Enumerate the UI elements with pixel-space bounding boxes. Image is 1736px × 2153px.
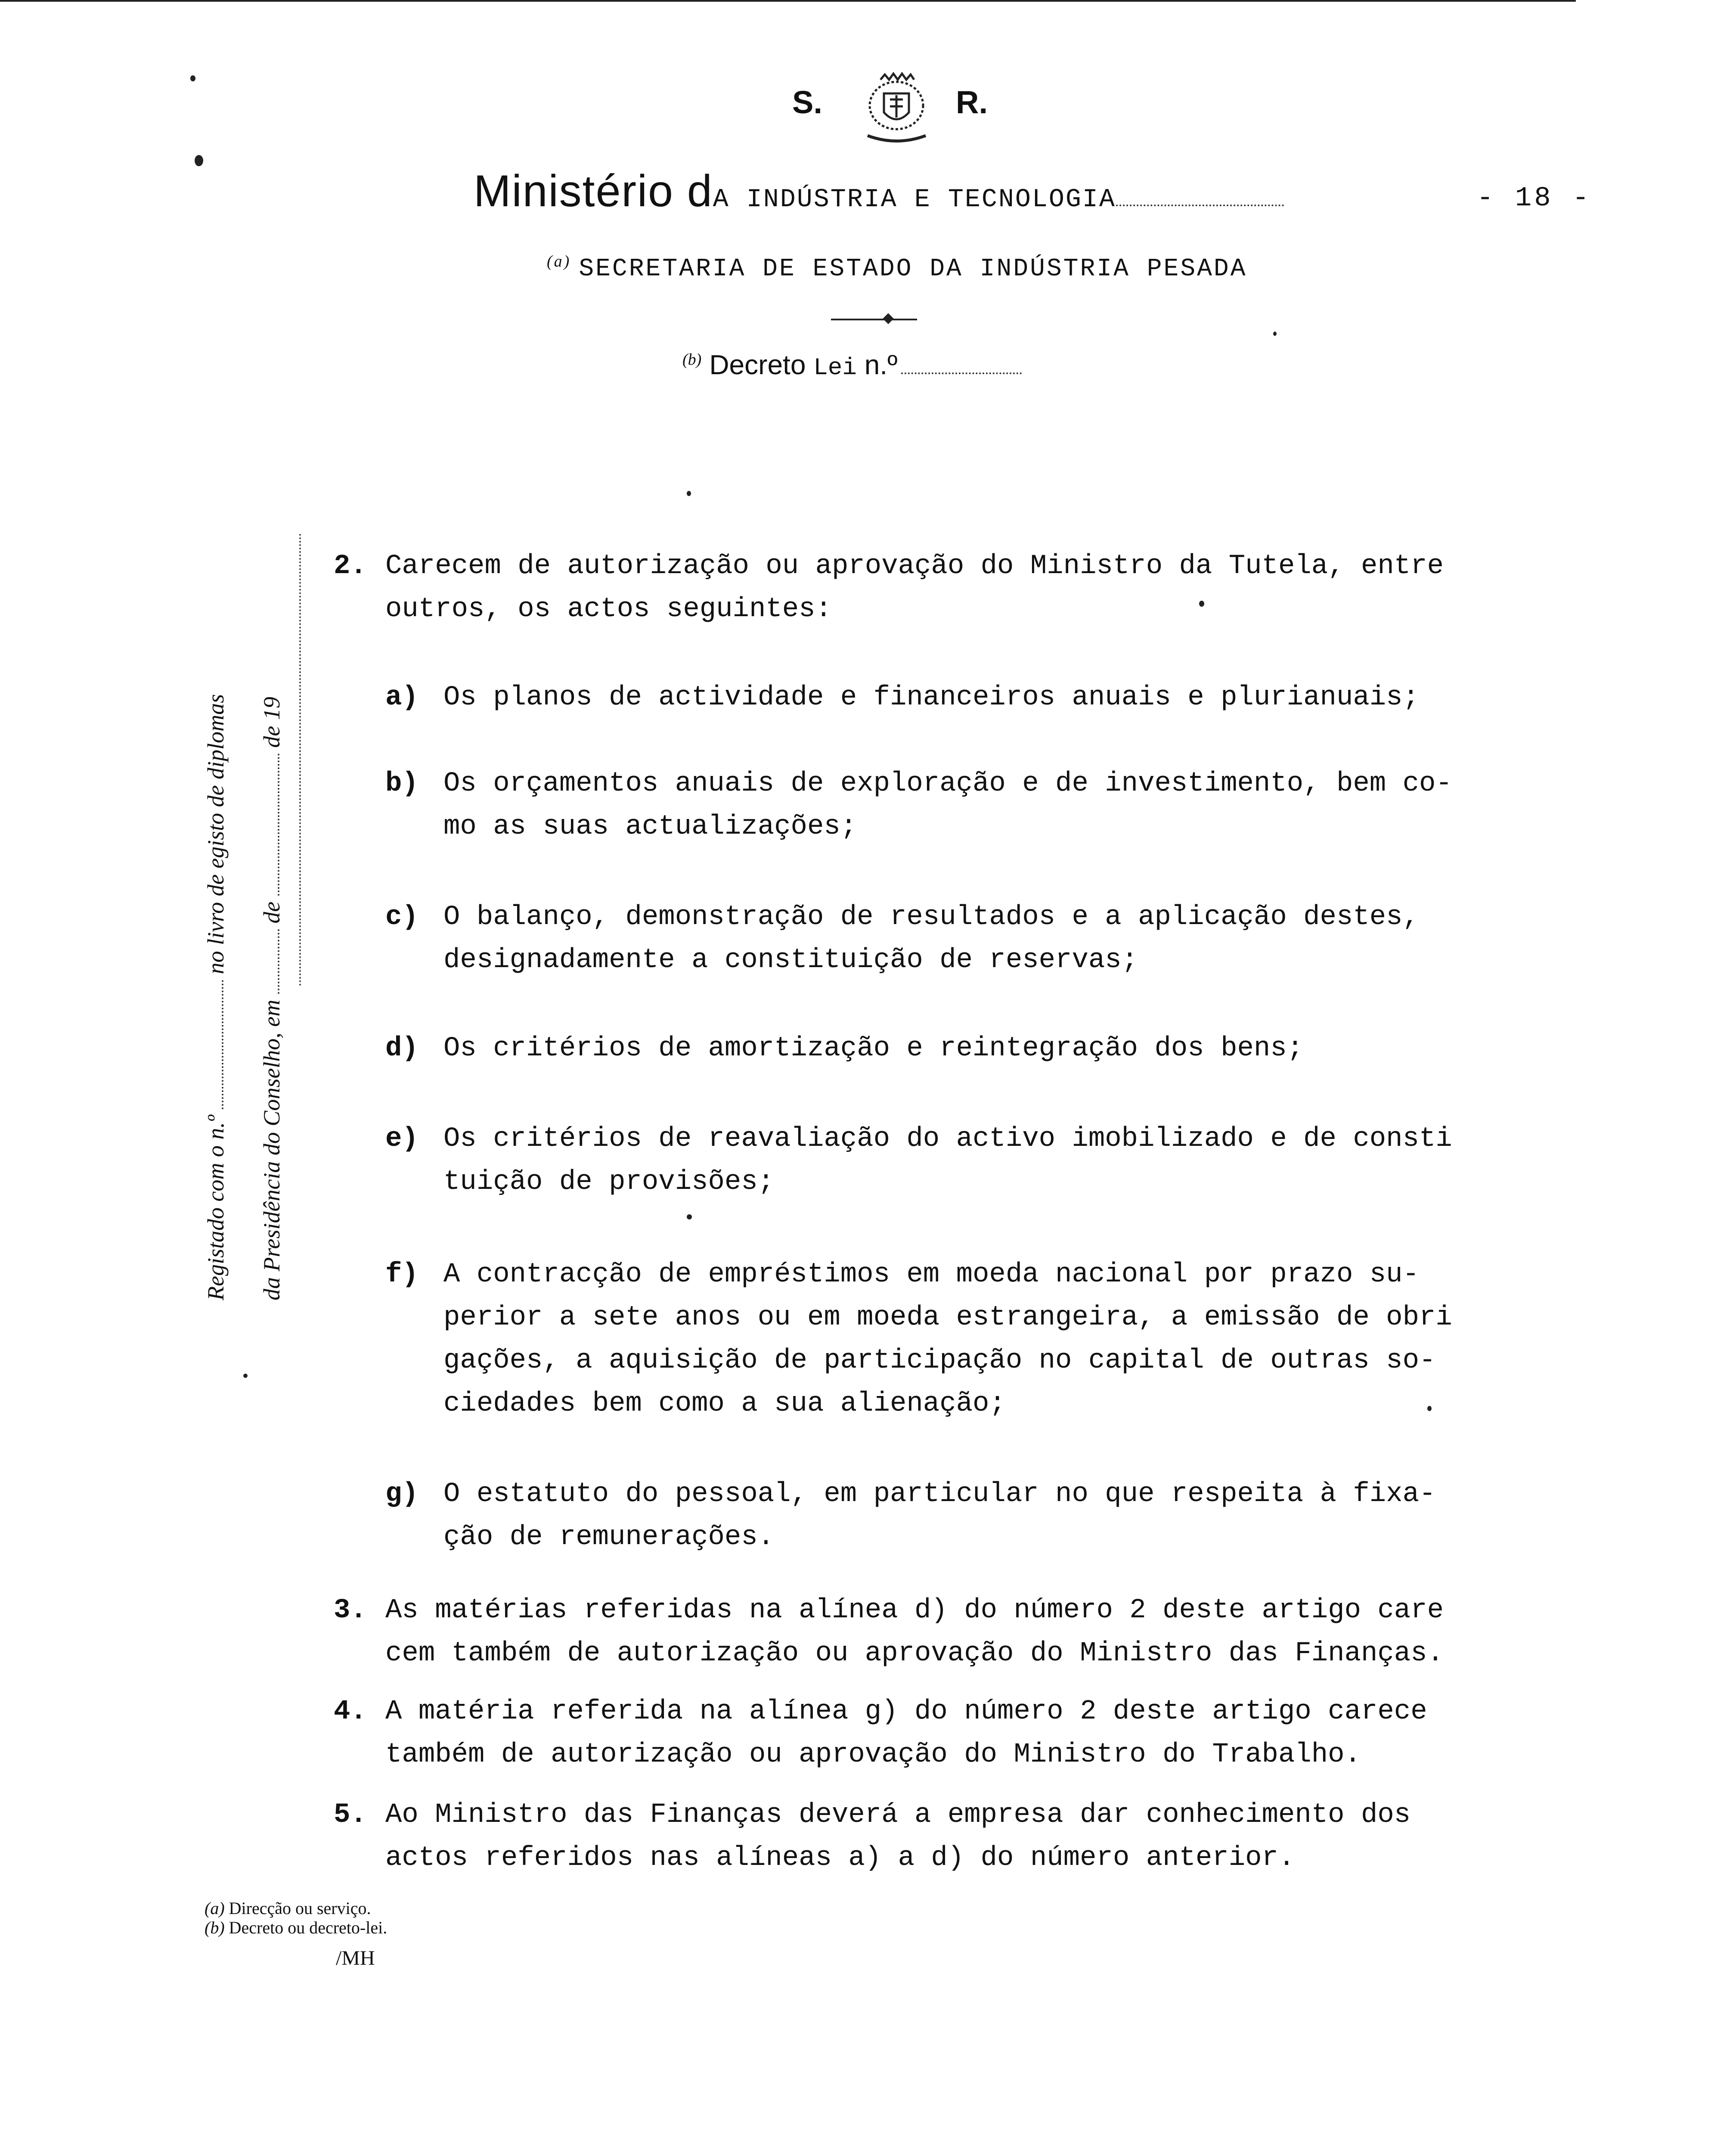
item-f-label: f) xyxy=(385,1259,418,1290)
item-f-line1: A contracção de empréstimos em moeda nacional por prazo su- xyxy=(443,1259,1419,1290)
p5-line1: Ao Ministro das Finanças deverá a empresa dar conhecimento dos xyxy=(385,1799,1411,1830)
item-f-line3: gações, a aquisição de participação no capital de outras so- xyxy=(443,1345,1436,1376)
item-g-label: g) xyxy=(385,1479,418,1510)
decreto-marker: (b) xyxy=(682,350,702,369)
scan-speck xyxy=(195,155,203,166)
decreto-label: Decreto xyxy=(709,349,806,380)
item-a-label: a) xyxy=(385,682,418,713)
item-d-line1: Os critérios de amortização e reintegração dos bens; xyxy=(443,1033,1304,1064)
scan-speck xyxy=(687,491,691,496)
scan-speck xyxy=(687,1214,692,1219)
scan-speck xyxy=(1273,332,1277,336)
header-divider xyxy=(831,319,917,320)
footnote-b xyxy=(205,1918,387,1937)
item-b-line2: mo as suas actualizações; xyxy=(443,811,857,842)
top-border-line xyxy=(0,0,1576,2)
item-a-line1: Os planos de actividade e financeiros anuais e plurianuais; xyxy=(443,682,1419,713)
item-g-line1: O estatuto do pessoal, em particular no que respeita à fixa- xyxy=(443,1479,1436,1510)
margin-registration-line xyxy=(202,694,229,1300)
item-e-label: e) xyxy=(385,1123,418,1154)
coat-of-arms-icon xyxy=(850,71,943,146)
scan-speck xyxy=(243,1374,248,1378)
footnote-a xyxy=(205,1899,371,1918)
ministry-fill-dots xyxy=(1116,203,1284,206)
margin-line1-c: egisto de diplomas xyxy=(203,694,229,869)
ministry-title xyxy=(474,166,1284,217)
p4-number: 4. xyxy=(334,1696,367,1727)
margin-line2-b: de xyxy=(259,901,285,924)
footnote-b-text: Decreto ou decreto-lei. xyxy=(229,1918,388,1937)
p3-line1: As matérias referidas na alínea d) do número 2 deste artigo care xyxy=(385,1595,1444,1626)
p2-line2: outros, os actos seguintes: xyxy=(385,594,832,625)
scan-speck xyxy=(1427,1406,1432,1411)
typist-initials: /MH xyxy=(336,1947,375,1970)
item-g-line2: ção de remunerações. xyxy=(443,1522,775,1553)
scan-speck xyxy=(1199,601,1204,607)
p3-line2: cem também de autorização ou aprovação do Ministro das Finanças. xyxy=(385,1638,1444,1669)
secretaria-text: SECRETARIA DE ESTADO DA INDÚSTRIA PESADA xyxy=(579,255,1247,283)
item-d-label: d) xyxy=(385,1033,418,1064)
p3-number: 3. xyxy=(334,1595,367,1626)
item-e-line2: tuição de provisões; xyxy=(443,1166,775,1197)
footnote-a-text: Direcção ou serviço. xyxy=(229,1899,371,1918)
p5-number: 5. xyxy=(334,1799,367,1830)
margin-line1-a: Registado com o n.º xyxy=(203,1115,229,1300)
footnote-b-key: (b) xyxy=(205,1918,225,1937)
scan-speck xyxy=(190,75,195,81)
item-c-label: c) xyxy=(385,902,418,933)
item-b-label: b) xyxy=(385,768,418,799)
margin-fill-2 xyxy=(276,929,279,994)
decreto-fill-dots xyxy=(901,371,1022,374)
page-number: - 18 - xyxy=(1477,183,1592,214)
footnote-a-key: (a) xyxy=(205,1899,225,1918)
decreto-lei: Lei xyxy=(813,354,857,382)
ministry-prefix: Ministério d xyxy=(474,166,713,216)
p2-number: 2. xyxy=(334,551,367,582)
margin-line1-b: no livro de xyxy=(203,874,229,974)
p4-line2: também de autorização ou aprovação do Ministro do Trabalho. xyxy=(385,1739,1361,1770)
header-s-letter: S. xyxy=(792,84,822,120)
item-e-line1: Os critérios de reavaliação do activo imobilizado e de consti xyxy=(443,1123,1452,1154)
ministry-department: A INDÚSTRIA E TECNOLOGIA xyxy=(713,185,1116,214)
secretaria-marker: (a) xyxy=(547,252,571,270)
p5-line2: actos referidos nas alíneas a) a d) do número anterior. xyxy=(385,1843,1295,1874)
header-r-letter: R. xyxy=(956,84,988,120)
margin-line2-c: de 19 xyxy=(259,697,285,748)
header-divider-diamond xyxy=(883,313,893,324)
margin-dotted-rule xyxy=(299,534,301,986)
margin-fill-1 xyxy=(220,980,223,1109)
secretaria-line xyxy=(547,252,1247,283)
margin-line2-a: da Presidência do Conselho, em xyxy=(259,999,285,1300)
decreto-number-label: n.º xyxy=(864,349,898,380)
margin-council-line xyxy=(258,697,285,1300)
decreto-line xyxy=(682,349,1022,382)
item-c-line1: O balanço, demonstração de resultados e a aplicação destes, xyxy=(443,902,1419,933)
item-c-line2: designadamente a constituição de reservas; xyxy=(443,945,1138,976)
margin-fill-3 xyxy=(276,754,279,896)
item-b-line1: Os orçamentos anuais de exploração e de investimento, bem co- xyxy=(443,768,1452,799)
item-f-line4: ciedades bem como a sua alienação; xyxy=(443,1388,1006,1419)
item-f-line2: perior a sete anos ou em moeda estrangeira, a emissão de obri xyxy=(443,1302,1452,1333)
p4-line1: A matéria referida na alínea g) do número 2 deste artigo carece xyxy=(385,1696,1427,1727)
p2-line1: Carecem de autorização ou aprovação do Ministro da Tutela, entre xyxy=(385,551,1444,582)
